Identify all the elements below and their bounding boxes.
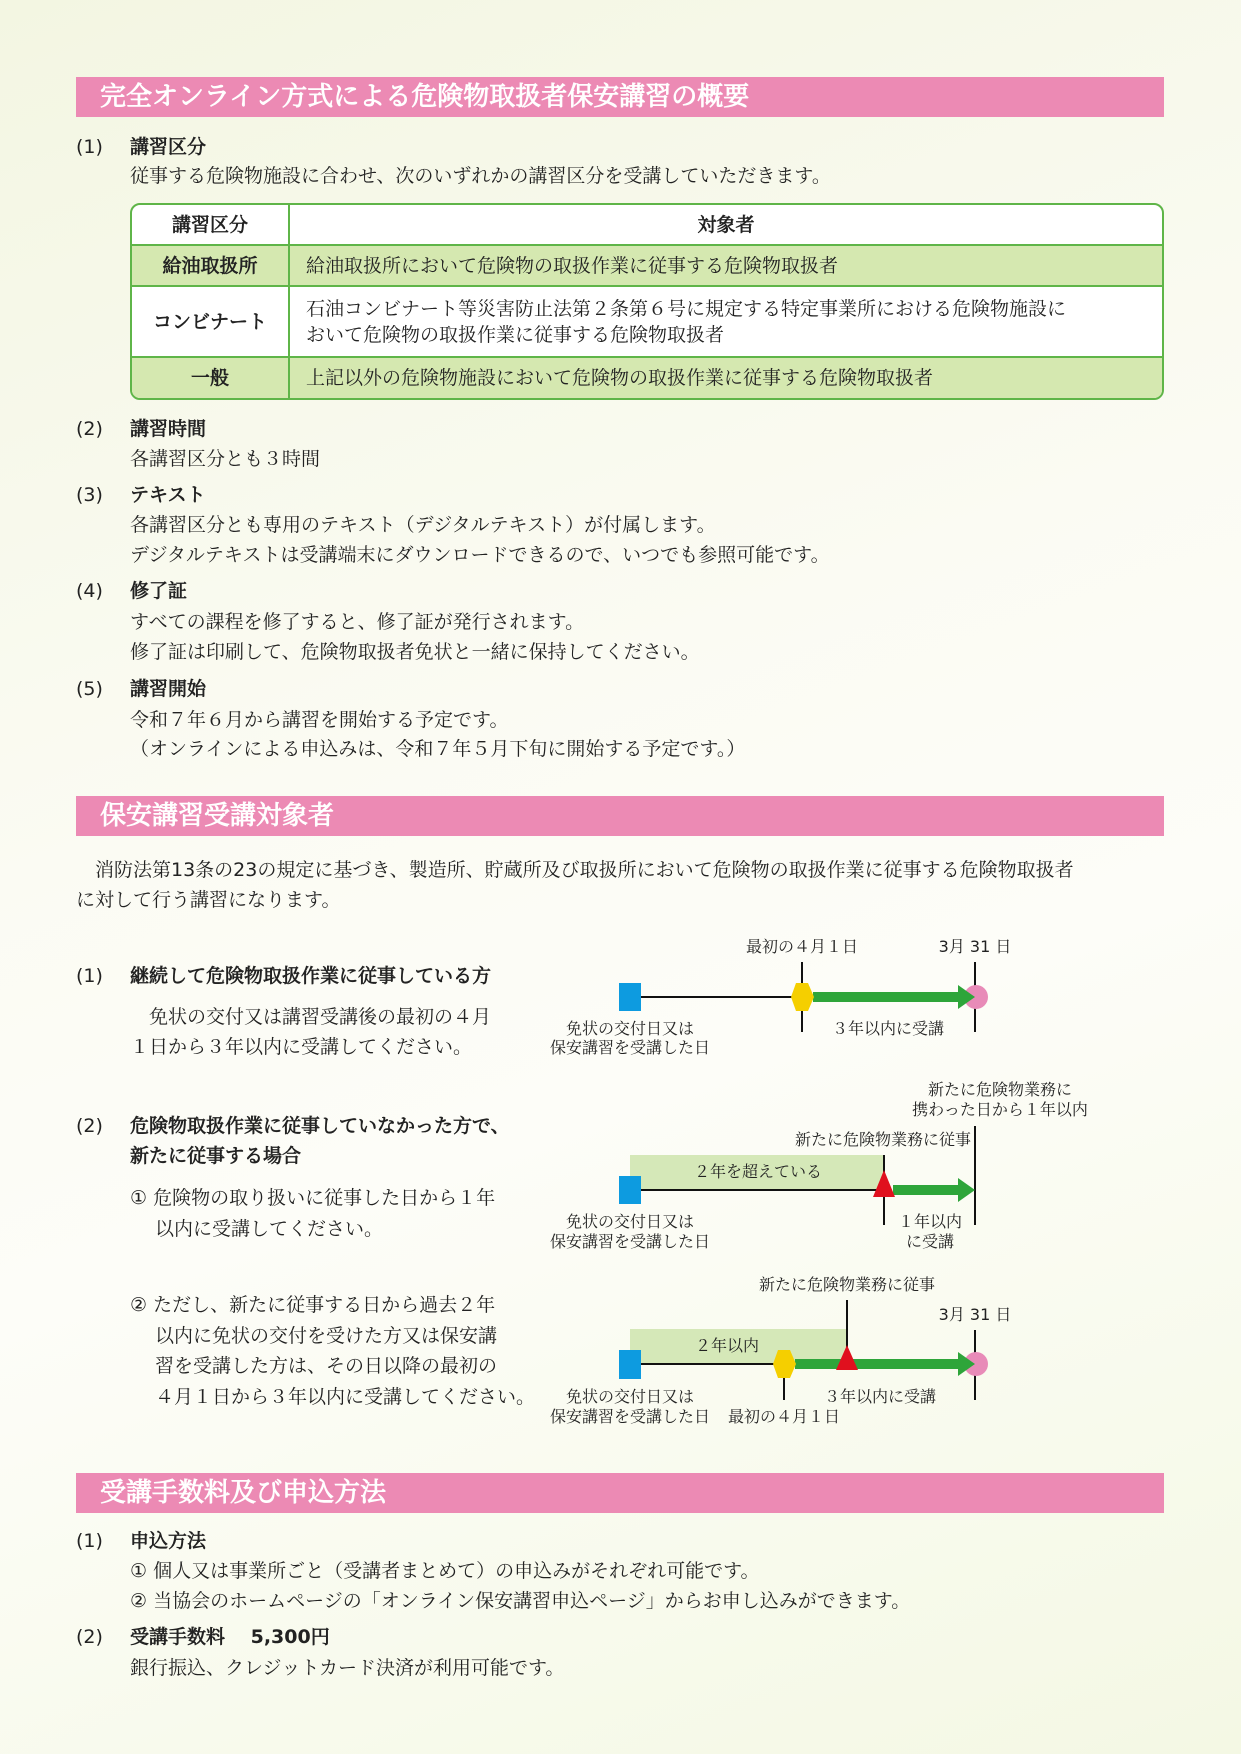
- item-text: （オンラインによる申込みは、令和７年５月下旬に開始する予定です。）: [130, 738, 746, 760]
- table-cell: 給油取扱所において危険物の取扱作業に従事する危険物取扱者: [290, 246, 1162, 287]
- label: 免状の交付日又は: [565, 1019, 695, 1038]
- label: 新たに危険物業務に: [927, 1080, 1073, 1099]
- issue-date-marker: [619, 1176, 641, 1204]
- issue-date-marker: [619, 983, 641, 1011]
- item-title: 講習区分: [130, 136, 207, 158]
- table-header: 講習区分: [132, 205, 290, 246]
- item-title: テキスト: [130, 484, 206, 506]
- item-text: すべての課程を修了すると、修了証が発行されます。: [130, 611, 585, 633]
- label: １年以内: [897, 1212, 963, 1231]
- item-text: ① 個人又は事業所ごと（受講者まとめて）の申込みがそれぞれ可能です。: [130, 1560, 760, 1582]
- item-number: (2): [76, 418, 103, 440]
- case-title: 新たに従事する場合: [130, 1145, 302, 1167]
- case-title: 継続して危険物取扱作業に従事している方: [130, 965, 492, 987]
- item-number: (3): [76, 484, 103, 506]
- label: ３年以内に受講: [823, 1387, 937, 1406]
- label: 保安講習を受講した日: [549, 1232, 711, 1251]
- item-title: 申込方法: [130, 1530, 207, 1552]
- label: 最初の４月１日: [727, 1407, 841, 1426]
- case-text: 以内に受講してください。: [130, 1218, 384, 1240]
- intro-text: 消防法第13条の23の規定に基づき、製造所、貯蔵所及び取扱所において危険物の取扱作業に従事する危険物取扱者: [76, 859, 1074, 881]
- fee-title: 受講手数料 5,300円: [130, 1626, 330, 1648]
- timeline-1: [550, 937, 1011, 1057]
- label: 免状の交付日又は: [565, 1387, 695, 1406]
- item-text: 令和７年６月から講習を開始する予定です。: [130, 709, 509, 731]
- arrow: [813, 985, 975, 1009]
- case-text: １日から３年以内に受講してください。: [130, 1036, 473, 1058]
- case-number: (2): [76, 1115, 103, 1137]
- section-header-overview: 完全オンライン方式による危険物取扱者保安講習の概要: [76, 77, 1164, 117]
- item-number: (4): [76, 580, 103, 602]
- item-title: 講習時間: [130, 418, 207, 440]
- label: 3月 31 日: [938, 1305, 1012, 1324]
- item-number: (2): [76, 1626, 103, 1648]
- cell-line: 石油コンビナート等災害防止法第２条第６号に規定する特定事業所における危険物施設に: [306, 297, 1067, 320]
- section-header-target: 保安講習受講対象者: [76, 796, 1164, 836]
- arrow: [893, 1178, 975, 1202]
- label: 保安講習を受講した日: [549, 1038, 711, 1057]
- case-text: ４月１日から３年以内に受講してください。: [130, 1386, 536, 1408]
- table-cell: 給油取扱所: [132, 246, 290, 287]
- case-title: 危険物取扱作業に従事していなかった方で、: [130, 1115, 510, 1137]
- case-text: ① 危険物の取り扱いに従事した日から１年: [130, 1187, 496, 1209]
- label: ３年以内に受講: [831, 1019, 945, 1038]
- item-number: (1): [76, 136, 103, 158]
- table-cell: コンビナート: [132, 287, 290, 358]
- table-header: 対象者: [290, 205, 1162, 246]
- cell-line: おいて危険物の取扱作業に従事する危険物取扱者: [306, 323, 725, 346]
- item-text: 修了証は印刷して、危険物取扱者免状と一緒に保持してください。: [130, 641, 700, 663]
- label: に受講: [905, 1232, 955, 1251]
- item-text: ② 当協会のホームページの「オンライン保安講習申込ページ」からお申し込みができます。: [130, 1590, 911, 1612]
- label: ２年を超えている: [693, 1162, 823, 1181]
- case-number: (1): [76, 965, 103, 987]
- case-text: ② ただし、新たに従事する日から過去２年: [130, 1294, 496, 1316]
- item-number: (1): [76, 1530, 103, 1552]
- item-text: デジタルテキストは受講端末にダウンロードできるので、いつでも参照可能です。: [130, 544, 830, 566]
- item-text: 各講習区分とも３時間: [130, 448, 321, 470]
- section-header-fee: 受講手数料及び申込方法: [76, 1473, 1164, 1513]
- case-text: 免状の交付又は講習受講後の最初の４月: [130, 1006, 492, 1028]
- label: 3月 31 日: [938, 937, 1012, 956]
- table-cell: 上記以外の危険物施設において危険物の取扱作業に従事する危険物取扱者: [290, 358, 1162, 398]
- apr1-marker: [791, 983, 814, 1011]
- item-title: 講習開始: [130, 678, 207, 700]
- timeline-2: [550, 1080, 1088, 1251]
- item-text: 銀行振込、クレジットカード決済が利用可能です。: [130, 1657, 565, 1679]
- intro-text: に対して行う講習になります。: [76, 889, 341, 911]
- item-title: 修了証: [130, 580, 188, 602]
- item-text: 従事する危険物施設に合わせ、次のいずれかの講習区分を受講していただきます。: [130, 165, 831, 187]
- label: 最初の４月１日: [745, 937, 859, 956]
- label: 新たに危険物業務に従事: [758, 1275, 936, 1294]
- timeline-3: [550, 1275, 1011, 1426]
- issue-date-marker: [619, 1350, 641, 1379]
- item-number: (5): [76, 678, 103, 700]
- label: ２年以内: [694, 1336, 760, 1355]
- label: 免状の交付日又は: [565, 1212, 695, 1231]
- case-text: 習を受講した方は、その日以降の最初の: [130, 1355, 498, 1377]
- label: 新たに危険物業務に従事: [794, 1130, 972, 1149]
- table-cell: 一般: [132, 358, 290, 398]
- item-text: 各講習区分とも専用のテキスト（デジタルテキスト）が付属します。: [130, 514, 716, 536]
- label: 携わった日から１年以内: [912, 1100, 1088, 1119]
- label: 保安講習を受講した日: [549, 1407, 711, 1426]
- case-text: 以内に免状の交付を受けた方又は保安講: [130, 1325, 498, 1347]
